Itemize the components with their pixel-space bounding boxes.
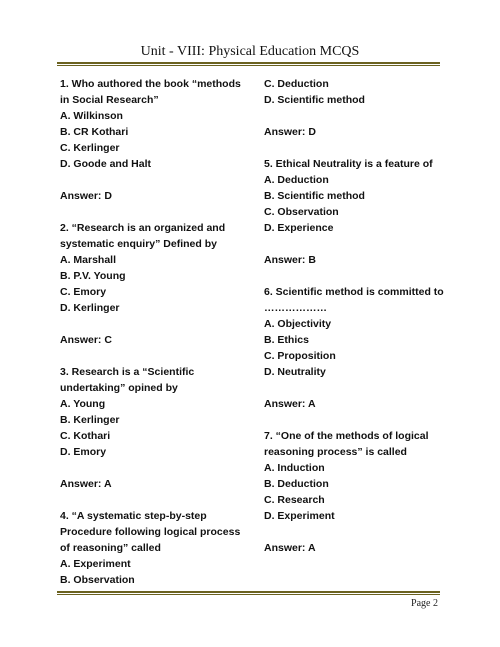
question-line: B. Scientific method [264,190,365,202]
question-line: A. Marshall [60,254,117,266]
question-line: D. Experience [264,222,334,234]
question-line: A. Wilkinson [60,110,123,122]
left-column [60,76,256,588]
question-line: B. Deduction [264,478,329,490]
question-line: D. Kerlinger [60,302,120,314]
header-rule-thin [57,65,440,66]
answer-line: Answer: B [264,254,316,266]
answer-line: Answer: A [264,542,316,554]
question-line: A. Young [60,398,106,410]
page-number: Page 2 [411,598,438,609]
question-line: B. Ethics [264,334,309,346]
line-spacer [60,204,256,220]
question-line: 2. “Research is an organized and [60,222,226,234]
line-spacer [264,140,444,156]
question-line: Procedure following logical process [60,526,241,538]
question-line: C. Proposition [264,350,336,362]
question-line: C. Emory [60,286,107,298]
line-spacer [264,524,444,540]
question-line: C. Kerlinger [60,142,120,154]
line-spacer [264,412,444,428]
line-spacer [60,172,256,188]
question-line: reasoning process” is called [264,446,407,458]
question-line: D. Scientific method [264,94,365,106]
answer-line: Answer: A [60,478,112,490]
answer-line: Answer: D [60,190,112,202]
question-line: B. Observation [60,574,135,586]
line-spacer [60,460,256,476]
header-rule [57,62,440,64]
question-line: B. Kerlinger [60,414,120,426]
answer-line: Answer: A [264,398,316,410]
question-line: A. Deduction [264,174,329,186]
line-spacer [60,348,256,364]
question-line: 1. Who authored the book “methods [60,78,241,90]
answer-line: Answer: D [264,126,316,138]
answer-line: Answer: C [60,334,112,346]
question-line: of reasoning” called [60,542,161,554]
footer-rule-thin [57,594,440,595]
question-line: 6. Scientific method is committed to [264,286,444,298]
footer-rule [57,591,440,593]
right-column [264,76,444,556]
question-line: 7. “One of the methods of logical [264,430,429,442]
line-spacer [264,380,444,396]
question-line: 3. Research is a “Scientific [60,366,195,378]
question-line: D. Goode and Halt [60,158,152,170]
line-spacer [60,316,256,332]
question-line: C. Observation [264,206,339,218]
question-line: systematic enquiry” Defined by [60,238,217,250]
question-line: D. Neutrality [264,366,326,378]
question-line: ……………… [264,302,327,314]
question-line: 5. Ethical Neutrality is a feature of [264,158,433,170]
question-line: C. Kothari [60,430,111,442]
line-spacer [264,268,444,284]
question-line: 4. “A systematic step-by-step [60,510,207,522]
question-line: C. Research [264,494,325,506]
question-line: D. Emory [60,446,107,458]
question-line: B. CR Kothari [60,126,129,138]
question-line: C. Deduction [264,78,329,90]
question-line: undertaking” opined by [60,382,178,394]
question-line: D. Experiment [264,510,335,522]
page-header-title: Unit - VIII: Physical Education MCQS [140,44,360,59]
question-line: A. Objectivity [264,318,332,330]
question-line: B. P.V. Young [60,270,126,282]
line-spacer [264,108,444,124]
question-line: in Social Research” [60,94,159,106]
line-spacer [60,492,256,508]
question-line: A. Induction [264,462,325,474]
line-spacer [264,236,444,252]
question-line: A. Experiment [60,558,131,570]
